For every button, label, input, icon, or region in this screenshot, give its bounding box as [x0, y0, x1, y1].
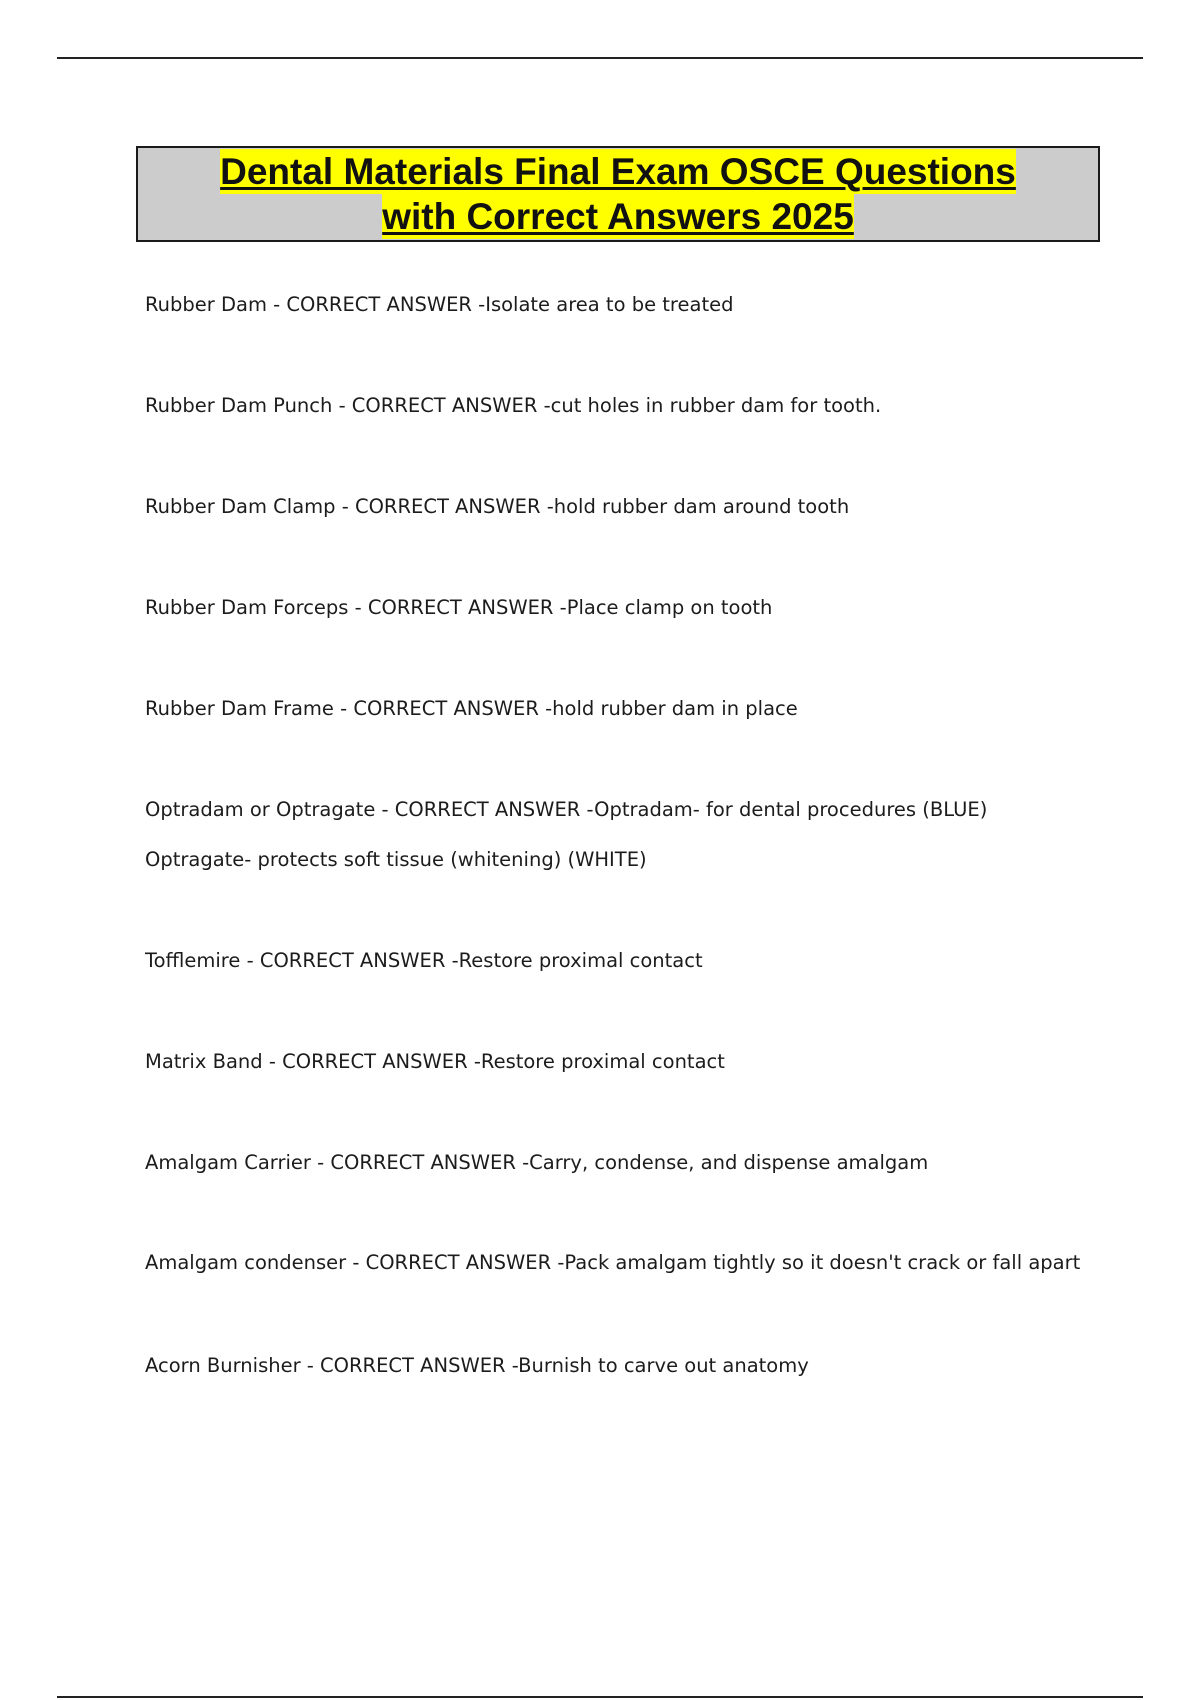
- qa-answer: Optradam- for dental procedures (BLUE): [594, 798, 988, 821]
- qa-term: Rubber Dam Clamp: [145, 495, 336, 518]
- qa-answer: Carry, condense, and dispense amalgam: [529, 1151, 929, 1174]
- qa-item-amalgam-carrier: [145, 1150, 928, 1176]
- qa-answer: Burnish to carve out anatomy: [518, 1354, 809, 1377]
- qa-marker: - CORRECT ANSWER -: [310, 1151, 530, 1174]
- qa-term: Optradam or Optragate: [145, 798, 376, 821]
- qa-term: Rubber Dam Frame: [145, 697, 334, 720]
- qa-marker: - CORRECT ANSWER -: [240, 949, 459, 972]
- qa-item-tofflemire: [145, 948, 703, 974]
- qa-answer: Pack amalgam tightly so it doesn't crack or fall apart: [564, 1251, 1081, 1274]
- qa-answer: Isolate area to be treated: [485, 293, 734, 316]
- top-rule: [57, 57, 1143, 59]
- qa-term: Rubber Dam: [145, 293, 267, 316]
- qa-term: Rubber Dam Punch: [145, 394, 333, 417]
- qa-marker: - CORRECT ANSWER -: [262, 1050, 481, 1073]
- qa-item-optradam-optragate: [145, 797, 987, 873]
- bottom-rule: [57, 1696, 1143, 1698]
- qa-item-rubber-dam-forceps: [145, 595, 772, 621]
- qa-item-rubber-dam-clamp: [145, 494, 849, 520]
- qa-item-acorn-burnisher: [145, 1353, 809, 1379]
- qa-marker: - CORRECT ANSWER -: [332, 394, 551, 417]
- qa-answer: Restore proximal contact: [480, 1050, 725, 1073]
- qa-marker: - CORRECT ANSWER -: [266, 293, 486, 316]
- qa-marker: - CORRECT ANSWER -: [348, 596, 567, 619]
- qa-item-matrix-band: [145, 1049, 725, 1075]
- qa-answer: Place clamp on tooth: [566, 596, 773, 619]
- title-line-1: Dental Materials Final Exam OSCE Questions: [220, 151, 1016, 192]
- qa-item-rubber-dam-punch: [145, 393, 881, 419]
- qa-item-rubber-dam-frame: [145, 696, 798, 722]
- title-box: [136, 146, 1100, 242]
- qa-marker: - CORRECT ANSWER -: [346, 1251, 565, 1274]
- qa-marker: - CORRECT ANSWER -: [335, 495, 554, 518]
- qa-marker: - CORRECT ANSWER -: [375, 798, 595, 821]
- qa-answer: Restore proximal contact: [458, 949, 703, 972]
- qa-answer: hold rubber dam in place: [552, 697, 798, 720]
- qa-answer: hold rubber dam around tooth: [553, 495, 850, 518]
- qa-term: Matrix Band: [145, 1050, 263, 1073]
- qa-item-amalgam-condenser: [145, 1250, 1080, 1276]
- title-line-2: with Correct Answers 2025: [382, 196, 854, 237]
- qa-term: Tofflemire: [145, 949, 241, 972]
- qa-answer: cut holes in rubber dam for tooth.: [550, 394, 882, 417]
- qa-marker: - CORRECT ANSWER -: [300, 1354, 519, 1377]
- qa-term: Acorn Burnisher: [145, 1354, 301, 1377]
- qa-marker: - CORRECT ANSWER -: [333, 697, 553, 720]
- qa-term: Amalgam Carrier: [145, 1151, 311, 1174]
- qa-term: Amalgam condenser: [145, 1251, 347, 1274]
- qa-answer-continuation: Optragate- protects soft tissue (whitening) (WHITE): [145, 848, 647, 871]
- qa-term: Rubber Dam Forceps: [145, 596, 349, 619]
- qa-item-rubber-dam: [145, 292, 734, 318]
